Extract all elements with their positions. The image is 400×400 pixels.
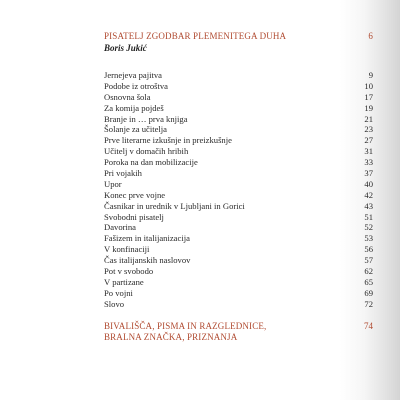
entry-title: Časnikar in urednik v Ljubljani in Gorici: [104, 200, 245, 211]
toc-entry: [104, 124, 373, 135]
entry-page-number: 65: [364, 276, 373, 287]
toc-entry: [104, 190, 373, 201]
author-name: Boris Jukić: [104, 43, 147, 53]
toc-entry: [104, 114, 373, 125]
entry-title: Upor: [104, 178, 122, 189]
toc-entry: [104, 103, 373, 114]
entry-title: Jernejeva pajitva: [104, 70, 162, 80]
entry-title: Pri vojakih: [104, 168, 142, 179]
entry-page-number: 17: [364, 91, 373, 102]
toc-entry: [104, 288, 373, 299]
toc-entry: [104, 157, 373, 168]
second-section-title-line-2: BRALNA ZNAČKA, PRIZNANJA: [104, 331, 238, 342]
entry-title: Poroka na dan mobilizacije: [104, 157, 198, 168]
entry-page-number: 10: [364, 80, 373, 91]
toc-entry: [104, 244, 373, 255]
entry-title: Slovo: [104, 298, 125, 309]
entry-page-number: 42: [364, 189, 373, 200]
entry-page-number: 57: [364, 255, 373, 266]
toc-entry: [104, 92, 373, 103]
entry-page-number: 52: [364, 222, 373, 233]
entry-page-number: 37: [364, 168, 373, 179]
entry-page-number: 51: [364, 211, 373, 222]
toc-entry: [104, 277, 373, 288]
entry-title: Učitelj v domačih hribih: [104, 146, 189, 157]
entry-page-number: 43: [364, 200, 373, 211]
entry-page-number: 72: [364, 298, 373, 309]
entry-title: Konec prve vojne: [104, 189, 166, 200]
entry-page-number: 27: [364, 135, 373, 146]
entry-page-number: 21: [364, 113, 373, 124]
toc-entry: [104, 233, 373, 244]
entry-page-number: 31: [364, 146, 373, 157]
entry-page-number: 9: [368, 70, 373, 80]
toc-entry: [104, 266, 373, 277]
toc-entry: [104, 146, 373, 157]
entry-title: Za komija pojdeš: [104, 102, 164, 113]
entry-title: V partizane: [104, 276, 144, 287]
entry-title: Prve literarne izkušnje in preizkušnje: [104, 135, 232, 146]
entry-title: Pot v svobodo: [104, 266, 154, 277]
entry-page-number: 62: [364, 266, 373, 277]
toc-entry: [104, 81, 373, 92]
entry-title: Svobodni pisatelj: [104, 211, 164, 222]
toc-entry: [104, 135, 373, 146]
table-of-contents: [104, 31, 373, 343]
entry-title: Branje in … prva knjiga: [104, 113, 188, 124]
second-section-title-line-1: BIVALIŠČA, PISMA IN RAZGLEDNICE,: [104, 320, 267, 331]
toc-entry: [104, 222, 373, 233]
entry-page-number: 23: [364, 124, 373, 135]
entry-page-number: 33: [364, 157, 373, 168]
entry-page-number: 53: [364, 233, 373, 244]
toc-entry: [104, 299, 373, 310]
entry-title: Osnovna šola: [104, 91, 151, 102]
second-section-heading: [104, 321, 373, 343]
entry-title: V konfinaciji: [104, 244, 150, 255]
toc-entry: [104, 212, 373, 223]
section-page-number: 6: [368, 31, 373, 41]
chapter-list: [104, 70, 373, 310]
toc-entry: [104, 70, 373, 81]
toc-entry: [104, 255, 373, 266]
entry-title: Po vojni: [104, 287, 133, 298]
section-heading: [104, 31, 373, 42]
entry-title: Podobe iz otroštva: [104, 80, 168, 91]
entry-title: Davorina: [104, 222, 136, 233]
second-section-page-number: 74: [364, 320, 373, 331]
toc-entry: [104, 179, 373, 190]
toc-entry: [104, 168, 373, 179]
entry-page-number: 19: [364, 102, 373, 113]
entry-page-number: 69: [364, 287, 373, 298]
section-title: PISATELJ ZGODBAR PLEMENITEGA DUHA: [104, 31, 287, 41]
entry-page-number: 56: [364, 244, 373, 255]
entry-title: Čas italijanskih naslovov: [104, 255, 191, 266]
toc-entry: [104, 201, 373, 212]
entry-title: Fašizem in italijanizacija: [104, 233, 190, 244]
entry-title: Šolanje za učitelja: [104, 124, 167, 135]
entry-page-number: 40: [364, 178, 373, 189]
